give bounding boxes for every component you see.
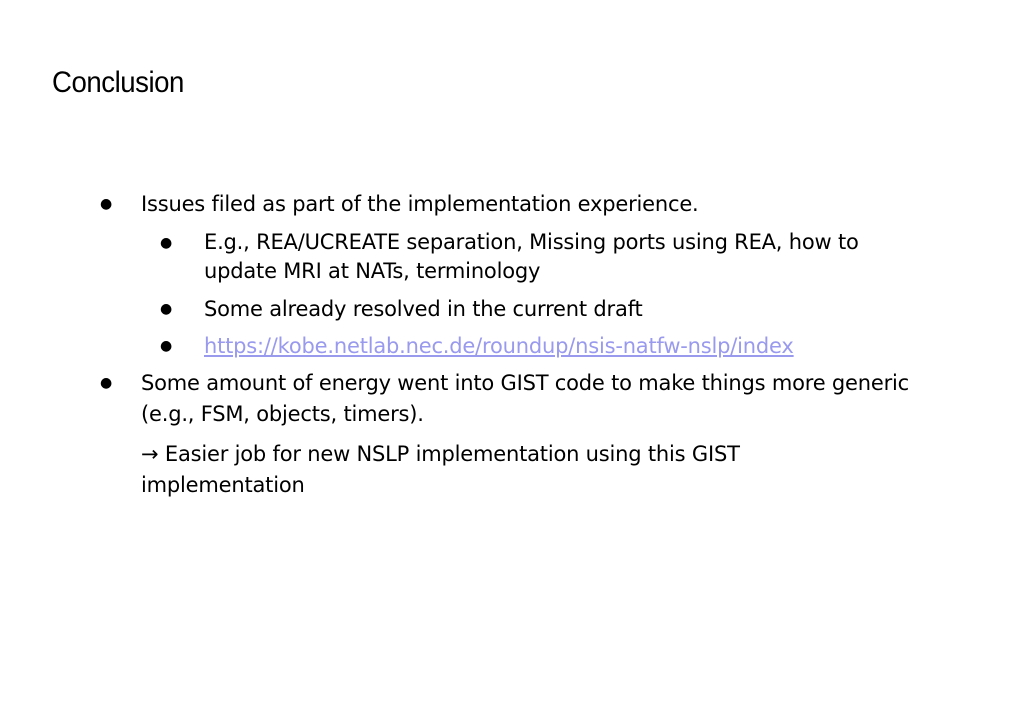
slide-title: Conclusion bbox=[52, 66, 184, 99]
sub-bullet-examples: E.g., REA/UCREATE separation, Missing ports using REA, how to update MRI at NATs, terminology bbox=[204, 230, 859, 283]
sub-bullet-icon: ● bbox=[160, 338, 173, 354]
bullet-icon: ● bbox=[100, 375, 113, 391]
conclusion-arrow-line bbox=[141, 439, 841, 501]
issue-tracker-link-row bbox=[204, 331, 924, 362]
arrow-right-icon: → bbox=[141, 442, 159, 466]
bullet-icon: ● bbox=[100, 196, 113, 212]
issue-tracker-link[interactable]: https://kobe.netlab.nec.de/roundup/nsis-natfw-nslp/index bbox=[204, 334, 794, 358]
sub-bullet-icon: ● bbox=[160, 301, 173, 317]
bullet-gist-code: Some amount of energy went into GIST code to make things more generic (e.g., FSM, objects, timers). bbox=[141, 371, 910, 426]
bullet-issues-filed: Issues filed as part of the implementation experience. bbox=[141, 192, 699, 216]
sub-bullet-icon: ● bbox=[160, 235, 173, 251]
sub-bullet-resolved: Some already resolved in the current draft bbox=[204, 297, 643, 321]
conclusion-arrow-text: Easier job for new NSLP implementation using this GIST implementation bbox=[141, 442, 740, 497]
